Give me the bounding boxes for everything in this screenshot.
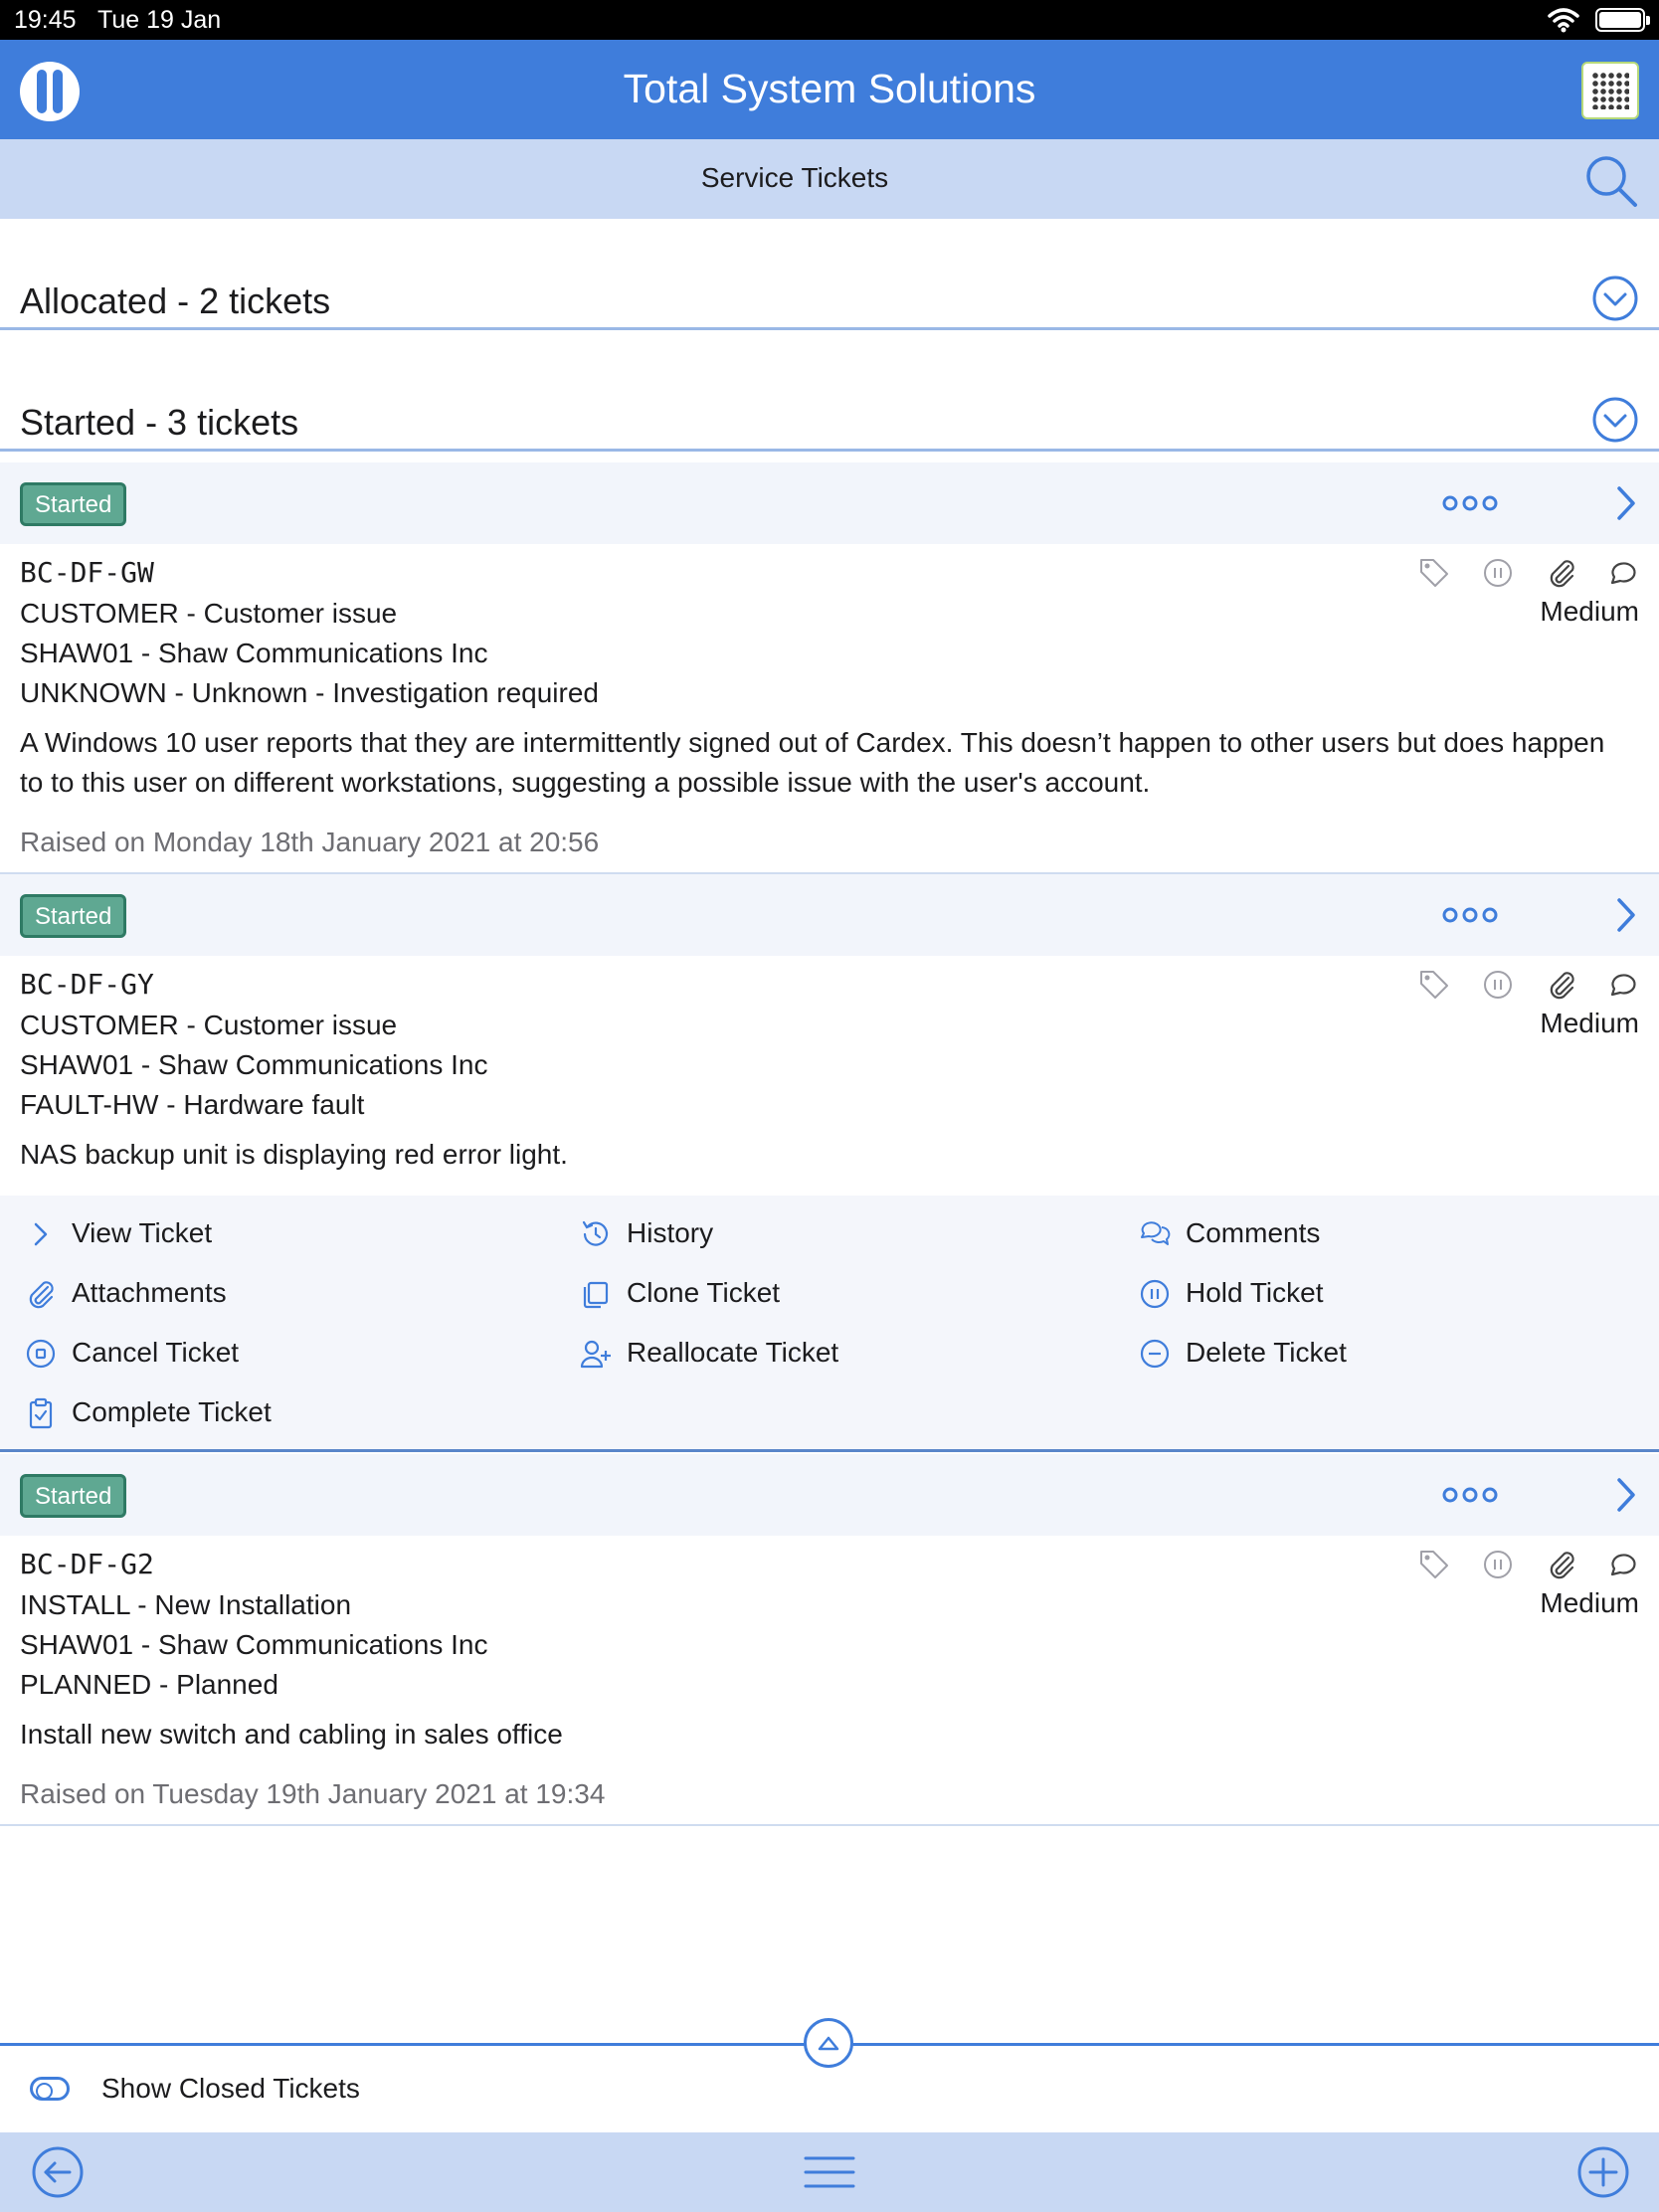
- status-bar: [0, 0, 1659, 40]
- ticket-indicators: [1417, 556, 1641, 590]
- app-title: Total System Solutions: [623, 66, 1036, 111]
- tag-icon: [1417, 556, 1451, 590]
- section-started[interactable]: [0, 402, 1659, 452]
- ticket-description: NAS backup unit is displaying red error light.: [20, 1139, 568, 1170]
- ticket-description: A Windows 10 user reports that they are intermittently signed out of Cardex. This doesn’t happen to other users but does happen to to this user on different workstations, suggesting a possible issue with the user's account.: [20, 727, 1605, 798]
- ticket-actions-panel: [0, 1196, 1659, 1452]
- status-time: 19:45: [14, 6, 77, 34]
- ticket-type: INSTALL - New Installation: [20, 1589, 352, 1620]
- chevron-right-icon[interactable]: [1611, 894, 1641, 936]
- back-arrow-icon[interactable]: [30, 2144, 86, 2200]
- section-allocated[interactable]: [0, 280, 1659, 330]
- comment-icon: [1606, 968, 1640, 1002]
- pause-icon: [1138, 1277, 1172, 1311]
- ticket-raised-date: Raised on Tuesday 19th January 2021 at 19:34: [20, 1778, 606, 1809]
- page-title: Service Tickets: [700, 162, 889, 193]
- chevron-down-icon[interactable]: [1591, 396, 1639, 444]
- ticket-code: BC-DF-G2: [20, 1548, 154, 1580]
- wifi-icon: [1548, 6, 1579, 34]
- action-label: Clone Ticket: [627, 1277, 781, 1308]
- chevron-right-icon[interactable]: [1611, 1474, 1641, 1516]
- ticket-header[interactable]: [0, 874, 1659, 956]
- battery-icon: [1595, 8, 1645, 32]
- history-icon: [579, 1217, 613, 1251]
- chevron-right-icon[interactable]: [1611, 482, 1641, 524]
- status-badge: Started: [20, 894, 126, 938]
- ticket-code: BC-DF-GW: [20, 556, 154, 589]
- paperclip-icon: [24, 1277, 58, 1311]
- action-label: View Ticket: [72, 1217, 213, 1248]
- action-label: Delete Ticket: [1186, 1337, 1347, 1368]
- clone-icon: [579, 1277, 613, 1311]
- status-badge: Started: [20, 482, 126, 526]
- ticket-customer: SHAW01 - Shaw Communications Inc: [20, 1629, 488, 1660]
- more-options-icon[interactable]: [1440, 900, 1500, 930]
- app-bar: [0, 40, 1659, 139]
- ticket-priority: Medium: [1540, 596, 1639, 627]
- bottom-toolbar: [0, 2132, 1659, 2212]
- pause-icon: [1481, 556, 1515, 590]
- ticket-category: UNKNOWN - Unknown - Investigation required: [20, 677, 599, 708]
- ticket-indicators: [1417, 1548, 1641, 1581]
- ticket-raised-date: Raised on Monday 18th January 2021 at 20:56: [20, 827, 600, 857]
- action-label: Complete Ticket: [72, 1396, 272, 1427]
- comment-icon: [1606, 1548, 1640, 1581]
- ticket-code: BC-DF-GY: [20, 968, 154, 1001]
- paperclip-icon: [1545, 1548, 1578, 1581]
- action-label: Reallocate Ticket: [627, 1337, 839, 1368]
- cancel-icon: [24, 1337, 58, 1371]
- show-closed-label: Show Closed Tickets: [101, 2073, 360, 2104]
- ticket-priority: Medium: [1540, 1008, 1639, 1038]
- show-closed-toggle[interactable]: [30, 2077, 70, 2101]
- ticket-description: Install new switch and cabling in sales office: [20, 1719, 563, 1750]
- paperclip-icon: [1545, 968, 1578, 1002]
- sub-header: [0, 139, 1659, 219]
- ticket-category: PLANNED - Planned: [20, 1669, 278, 1700]
- hamburger-menu-icon[interactable]: [802, 2144, 857, 2200]
- ticket-type: CUSTOMER - Customer issue: [20, 1010, 398, 1040]
- pause-icon: [1481, 1548, 1515, 1581]
- chevron-up-icon: [816, 2031, 841, 2055]
- ticket-priority: Medium: [1540, 1587, 1639, 1618]
- action-label: Cancel Ticket: [72, 1337, 240, 1368]
- ticket-customer: SHAW01 - Shaw Communications Inc: [20, 1049, 488, 1080]
- expand-panel-button[interactable]: [804, 2018, 853, 2068]
- more-options-icon[interactable]: [1440, 1480, 1500, 1510]
- action-label: History: [627, 1217, 714, 1248]
- grid-apps-icon[interactable]: [1581, 62, 1639, 119]
- comment-icon: [1606, 556, 1640, 590]
- show-closed-row[interactable]: [0, 2069, 1659, 2133]
- chevron-down-icon[interactable]: [1591, 275, 1639, 322]
- ticket-type: CUSTOMER - Customer issue: [20, 598, 398, 629]
- ticket-card[interactable]: [0, 544, 1659, 872]
- tag-icon: [1417, 968, 1451, 1002]
- ticket-header[interactable]: [0, 1454, 1659, 1536]
- tag-icon: [1417, 1548, 1451, 1581]
- paperclip-icon: [1545, 556, 1578, 590]
- ticket-category: FAULT-HW - Hardware fault: [20, 1089, 365, 1120]
- ticket-customer: SHAW01 - Shaw Communications Inc: [20, 638, 488, 668]
- search-icon[interactable]: [1581, 151, 1641, 211]
- action-label: Hold Ticket: [1186, 1277, 1324, 1308]
- ticket-header[interactable]: [0, 462, 1659, 544]
- clipboard-check-icon: [24, 1396, 58, 1430]
- pause-icon: [1481, 968, 1515, 1002]
- action-label: Attachments: [72, 1277, 227, 1308]
- section-started-label: Started - 3 tickets: [20, 402, 299, 443]
- ticket-indicators: [1417, 968, 1641, 1002]
- section-allocated-label: Allocated - 2 tickets: [20, 280, 331, 321]
- comments-icon: [1138, 1217, 1172, 1251]
- ticket-card[interactable]: [0, 1536, 1659, 1824]
- reallocate-user-icon: [579, 1337, 613, 1371]
- status-date: Tue 19 Jan: [97, 6, 222, 34]
- add-icon[interactable]: [1575, 2144, 1631, 2200]
- more-options-icon[interactable]: [1440, 488, 1500, 518]
- delete-icon: [1138, 1337, 1172, 1371]
- ticket-card[interactable]: [0, 956, 1659, 1196]
- action-label: Comments: [1186, 1217, 1321, 1248]
- status-badge: Started: [20, 1474, 126, 1518]
- chevron-right-icon: [24, 1217, 58, 1251]
